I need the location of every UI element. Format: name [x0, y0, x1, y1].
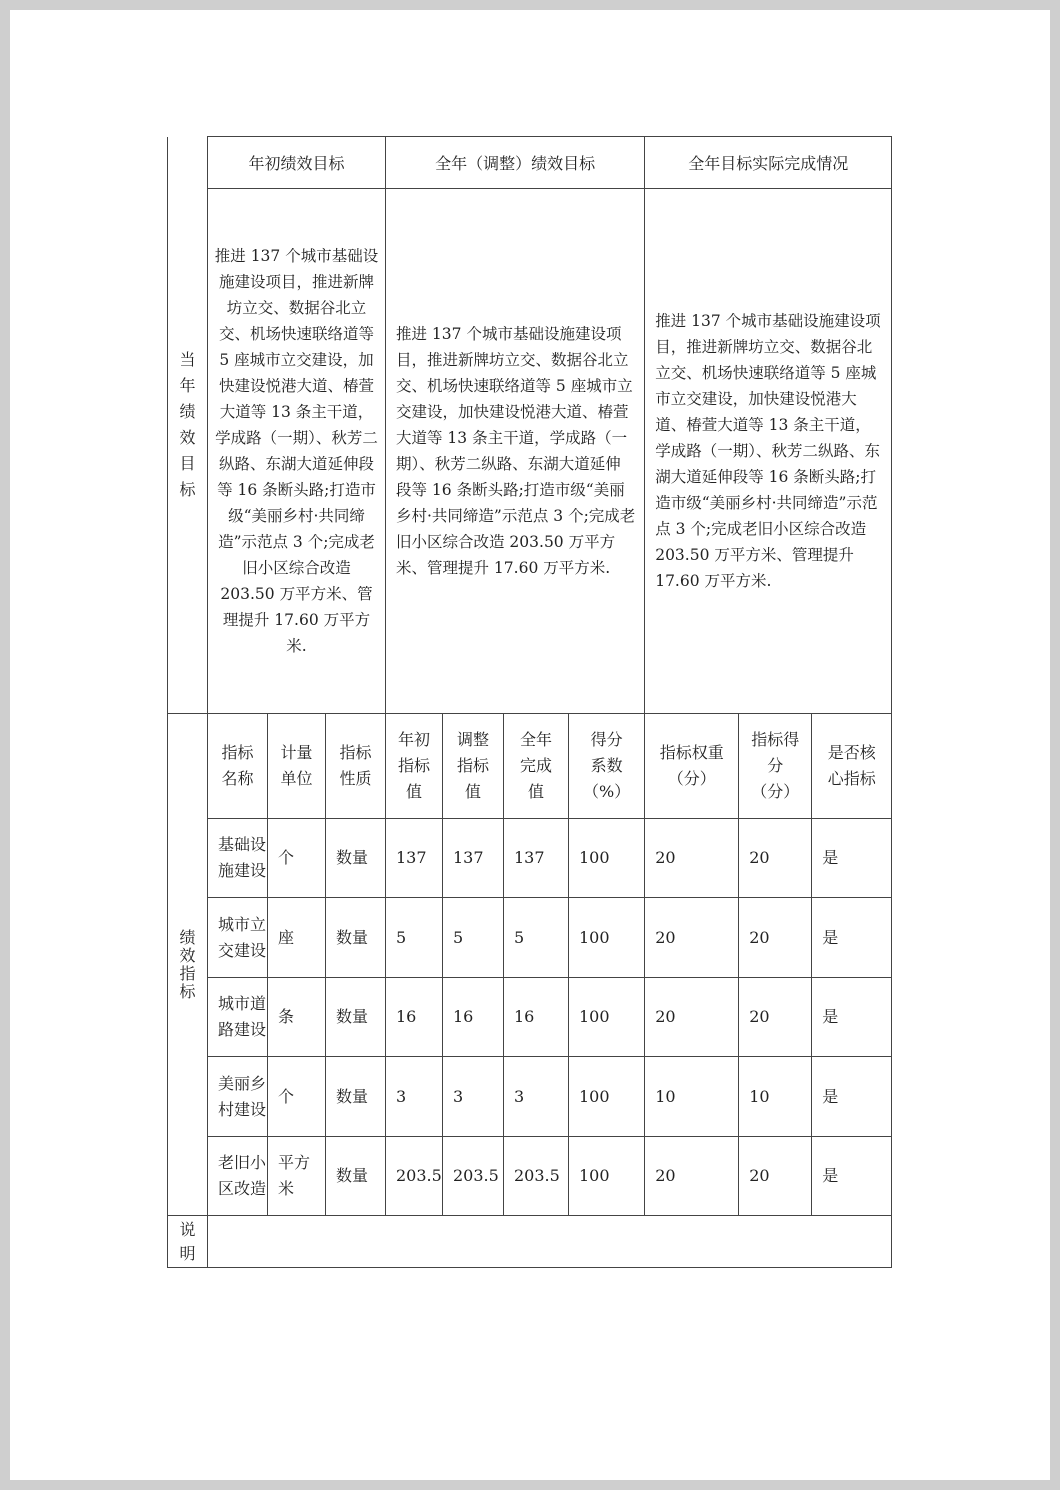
cell-indicator-name: 城市道路建设	[208, 978, 268, 1057]
cell-score: 20	[739, 1137, 812, 1216]
notes-row	[168, 1216, 892, 1268]
cell-score: 20	[739, 978, 812, 1057]
cell-indicator-name: 城市立交建设	[208, 898, 268, 978]
side-label-indicators	[168, 714, 208, 1216]
cell-core-indicator: 是	[812, 898, 892, 978]
table-row	[168, 819, 892, 898]
header-adjusted-goal: 全年（调整）绩效目标	[386, 137, 645, 189]
cell-core-indicator: 是	[812, 819, 892, 898]
cell-score: 10	[739, 1057, 812, 1137]
cell-nature: 数量	[326, 1057, 386, 1137]
cell-score: 20	[739, 819, 812, 898]
cell-unit: 座	[268, 898, 326, 978]
initial-goal-text: 推进 137 个城市基础设施建设项目，推进新牌坊立交、数据谷北立交、机场快速联络道等 5 座城市立交建设，加快建设悦港大道、椿萱大道等 13 条主干道，学成路（一期）、秋芳二纵路、东湖大道延伸段等 16 条断头路;打造市级“美丽乡村·共同缔造”示范点 3 个;完成老旧小区综合改造 203.50 万平方米、管理提升 17.60 万平方米.	[208, 189, 386, 714]
table-row	[168, 978, 892, 1057]
header-score-coefficient: 得分系数（%）	[569, 714, 645, 819]
goals-header-row	[168, 137, 892, 189]
cell-score-coefficient: 100	[569, 819, 645, 898]
header-indicator-name: 指标名称	[208, 714, 268, 819]
cell-full-year-value: 5	[504, 898, 569, 978]
table-row	[168, 1057, 892, 1137]
cell-initial-value: 5	[386, 898, 443, 978]
cell-indicator-name: 老旧小区改造	[208, 1137, 268, 1216]
side-label-text: 说明	[179, 1219, 196, 1263]
side-label-notes	[168, 1216, 208, 1268]
cell-nature: 数量	[326, 1137, 386, 1216]
cell-full-year-value: 16	[504, 978, 569, 1057]
cell-core-indicator: 是	[812, 1137, 892, 1216]
cell-core-indicator: 是	[812, 1057, 892, 1137]
side-label-annual-goal	[168, 137, 208, 714]
cell-weight: 20	[645, 1137, 739, 1216]
cell-weight: 20	[645, 978, 739, 1057]
cell-adjusted-value: 5	[443, 898, 504, 978]
header-nature: 指标性质	[326, 714, 386, 819]
header-weight: 指标权重（分）	[645, 714, 739, 819]
header-core-indicator: 是否核心指标	[812, 714, 892, 819]
adjusted-goal-text: 推进 137 个城市基础设施建设项目，推进新牌坊立交、数据谷北立交、机场快速联络道等 5 座城市立交建设，加快建设悦港大道、椿萱大道等 13 条主干道，学成路（一期）、秋芳二纵路、东湖大道延伸段等 16 条断头路;打造市级“美丽乡村·共同缔造”示范点 3 个;完成老旧小区综合改造 203.50 万平方米、管理提升 17.60 万平方米.	[386, 189, 645, 714]
header-score: 指标得分（分）	[739, 714, 812, 819]
cell-score: 20	[739, 898, 812, 978]
cell-score-coefficient: 100	[569, 898, 645, 978]
cell-indicator-name: 美丽乡村建设	[208, 1057, 268, 1137]
actual-completion-text: 推进 137 个城市基础设施建设项目，推进新牌坊立交、数据谷北立交、机场快速联络道等 5 座城市立交建设，加快建设悦港大道、椿萱大道等 13 条主干道，学成路（一期）、秋芳二纵路、东湖大道延伸段等 16 条断头路;打造市级“美丽乡村·共同缔造”示范点 3 个;完成老旧小区综合改造 203.50 万平方米、管理提升 17.60 万平方米.	[645, 189, 892, 714]
cell-initial-value: 137	[386, 819, 443, 898]
notes-content	[208, 1216, 892, 1268]
cell-core-indicator: 是	[812, 978, 892, 1057]
cell-adjusted-value: 137	[443, 819, 504, 898]
cell-weight: 20	[645, 819, 739, 898]
header-adjusted-value: 调整指标值	[443, 714, 504, 819]
document-page	[10, 10, 1050, 1480]
cell-weight: 20	[645, 898, 739, 978]
side-label-text: 绩效指标	[179, 927, 196, 1001]
cell-initial-value: 203.5	[386, 1137, 443, 1216]
cell-unit: 条	[268, 978, 326, 1057]
cell-adjusted-value: 3	[443, 1057, 504, 1137]
header-actual-completion: 全年目标实际完成情况	[645, 137, 892, 189]
cell-nature: 数量	[326, 898, 386, 978]
table-row	[168, 1137, 892, 1216]
indicator-header-row	[168, 714, 892, 819]
cell-weight: 10	[645, 1057, 739, 1137]
goals-text-row	[168, 189, 892, 714]
side-label-text: 当年绩效目标	[179, 349, 196, 499]
cell-unit: 个	[268, 819, 326, 898]
cell-adjusted-value: 16	[443, 978, 504, 1057]
cell-adjusted-value: 203.5	[443, 1137, 504, 1216]
cell-unit: 平方米	[268, 1137, 326, 1216]
header-initial-value: 年初指标值	[386, 714, 443, 819]
cell-indicator-name: 基础设施建设	[208, 819, 268, 898]
cell-unit: 个	[268, 1057, 326, 1137]
cell-initial-value: 3	[386, 1057, 443, 1137]
header-full-year-value: 全年完成值	[504, 714, 569, 819]
cell-full-year-value: 203.5	[504, 1137, 569, 1216]
cell-full-year-value: 3	[504, 1057, 569, 1137]
cell-nature: 数量	[326, 978, 386, 1057]
cell-full-year-value: 137	[504, 819, 569, 898]
cell-nature: 数量	[326, 819, 386, 898]
header-unit: 计量单位	[268, 714, 326, 819]
cell-initial-value: 16	[386, 978, 443, 1057]
cell-score-coefficient: 100	[569, 1057, 645, 1137]
cell-score-coefficient: 100	[569, 1137, 645, 1216]
table-row	[168, 898, 892, 978]
cell-score-coefficient: 100	[569, 978, 645, 1057]
header-initial-goal: 年初绩效目标	[208, 137, 386, 189]
performance-table	[167, 136, 892, 1268]
